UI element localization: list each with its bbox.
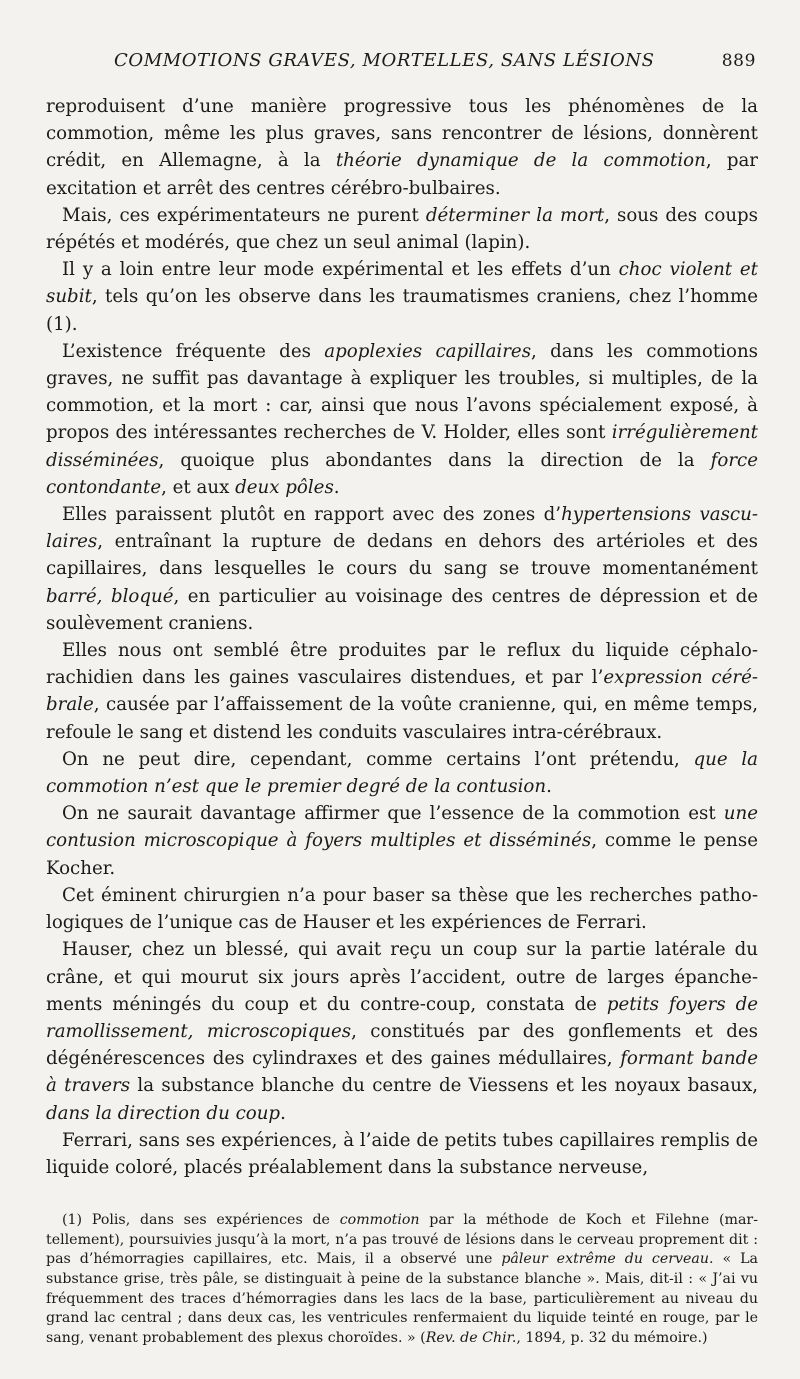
text-run: , causée par l’affaissement de la voûte cranienne, qui, en même temps, refoule le sang et distend les conduits vasculaires intra-cérébraux. (46, 694, 758, 743)
italic-run: déterminer la mort (425, 204, 605, 226)
italic-run: barré, bloqué (46, 585, 174, 607)
text-run: Il y a loin entre leur mode expérimental et les effets d’un (62, 259, 619, 281)
paragraph (46, 202, 758, 256)
text-run: reproduisent d’une manière progressive tous les phénomènes de la commotion, même les plus graves, sans rencontrer de lésions, donnèrent crédit, en Allemagne, à la (46, 96, 758, 172)
running-header (46, 50, 758, 71)
text-run: , comme le pense Kocher. (46, 830, 758, 879)
text-run: On ne peut dire, cependant, comme certains l’ont prétendu, (62, 748, 694, 770)
text-run: . (333, 476, 340, 498)
paragraph (46, 338, 758, 501)
italic-run: une contusion microscopique à foyers multiples et disséminés (46, 803, 758, 852)
paragraph (46, 800, 758, 882)
italic-run: irrégulièrement disséminées (46, 422, 758, 471)
text-run: Elles paraissent plutôt en rapport avec des zones d’ (62, 504, 562, 526)
paragraph (46, 501, 758, 637)
text-run: , constitués par des gonflements et des dégénérescences des cylindraxes et des gaines médullaires, (46, 1020, 758, 1070)
italic-run: hypertensions vasculaires (46, 504, 758, 553)
italic-run: théorie dynamique de la commotion (335, 150, 706, 172)
running-title: COMMOTIONS GRAVES, MORTELLES, SANS LÉSIONS (114, 50, 655, 71)
text-run: , en particulier au voisinage des centres de dépression et de soulèvement craniens. (46, 585, 758, 634)
text-run: Ferrari, sans ses expériences, à l’aide de petits tubes capillaires remplis de liquide coloré, placés préalablement dans la substance nerveuse, (46, 1129, 758, 1178)
text-run: (1) Polis, dans ses expériences de (62, 1212, 340, 1229)
paragraph (46, 882, 758, 936)
italic-run: formant bande à travers (46, 1048, 759, 1097)
text-run: , sous des coups répétés et modérés, que chez un seul animal (lapin). (46, 204, 759, 254)
text-run: , quoique plus abondantes dans la direction de la (158, 449, 711, 471)
text-run: , entraînant la rupture de dedans en dehors des artérioles et des capillaires, dans lesquelles le cours du sang se trouve momentanément (46, 531, 758, 580)
paragraph (46, 93, 758, 202)
text-run: , par excitation et arrêt des centres cérébro-bulbaires. (46, 150, 758, 199)
text-run: Elles nous ont semblé être produites par le reflux du liquide céphalo-rachidien dans les gaines vasculaires distendues, et par l’ (46, 640, 758, 689)
text-run: , 1894, p. 32 du mémoire.) (516, 1329, 708, 1346)
text-run: Mais, ces expérimentateurs ne purent (62, 204, 426, 226)
paragraph (46, 1127, 758, 1181)
italic-run: que la commotion n’est que le premier degré de la contusion (46, 748, 758, 798)
italic-run: choc violent et subit (46, 259, 758, 308)
italic-run: commotion (339, 1212, 420, 1229)
text-run: On ne saurait davantage affirmer que l’essence de la commotion est (62, 803, 724, 825)
paragraph (46, 936, 758, 1126)
text-run: Hauser, chez un blessé, qui avait reçu un coup sur la partie latérale du crâne, et qui mourut six jours après l’accident, outre de larges épanchements méningés du coup et du contre-coup, constata de (46, 939, 758, 1015)
page-number: 889 (721, 51, 756, 71)
italic-run: pâleur extrême du cerveau (501, 1251, 710, 1268)
text-run: , tels qu’on les observe dans les traumatismes craniens, chez l’homme (1). (46, 286, 758, 335)
paragraph (46, 746, 758, 800)
italic-run: deux pôles (235, 476, 334, 498)
text-run: L’existence fréquente des (62, 340, 325, 362)
main-text (46, 93, 758, 1181)
italic-run: dans la direction du coup (46, 1102, 281, 1124)
italic-run: force contondante (46, 449, 758, 498)
text-run: par la méthode de Koch et Filehne (martellement), poursuivies jusqu’à la mort, n’a pas trouvé de lésions dans le cerveau proprement dit : pas d’hémorragies capillaires, etc. Mais, il a observé une (46, 1212, 758, 1268)
italic-run: apoplexies capillaires (324, 340, 532, 362)
italic-run: petits foyers de ramollissement, microscopiques (46, 993, 759, 1042)
footnote (46, 1211, 758, 1348)
text-run: , dans les commotions graves, ne suffit pas davantage à expliquer les troubles, si multiples, de la commotion, et la mort : car, ainsi que nous l’avons spécialement exposé, à propos des intéressantes recherches de V. Holder, elles sont (46, 340, 758, 444)
paragraph (46, 637, 758, 746)
italic-run: expression cérébrale (46, 667, 758, 716)
paragraph (46, 256, 758, 338)
italic-run: Rev. de Chir. (425, 1329, 517, 1346)
text-run: . (546, 776, 552, 798)
text-run: . « La substance grise, très pâle, se distinguait à peine de la substance blanche ». Mais, dit-il : « J’ai vu fréquemment des traces d’hémorragies dans les lacs de la base, particulièrement au niveau du grand lac central ; dans deux cas, les ventricules renfermaient du liquide teinté en rouge, par le sang, venant probablement des plexus choroïdes. » ( (46, 1251, 758, 1346)
text-run: , et aux (161, 476, 236, 498)
text-run: Cet éminent chirurgien n’a pour baser sa thèse que les recherches pathologiques de l’unique cas de Hauser et les expériences de Ferrari. (46, 884, 758, 934)
text-run: . (280, 1102, 286, 1124)
text-run: la substance blanche du centre de Viessens et les noyaux basaux, (130, 1075, 758, 1097)
footnotes (46, 1211, 758, 1348)
